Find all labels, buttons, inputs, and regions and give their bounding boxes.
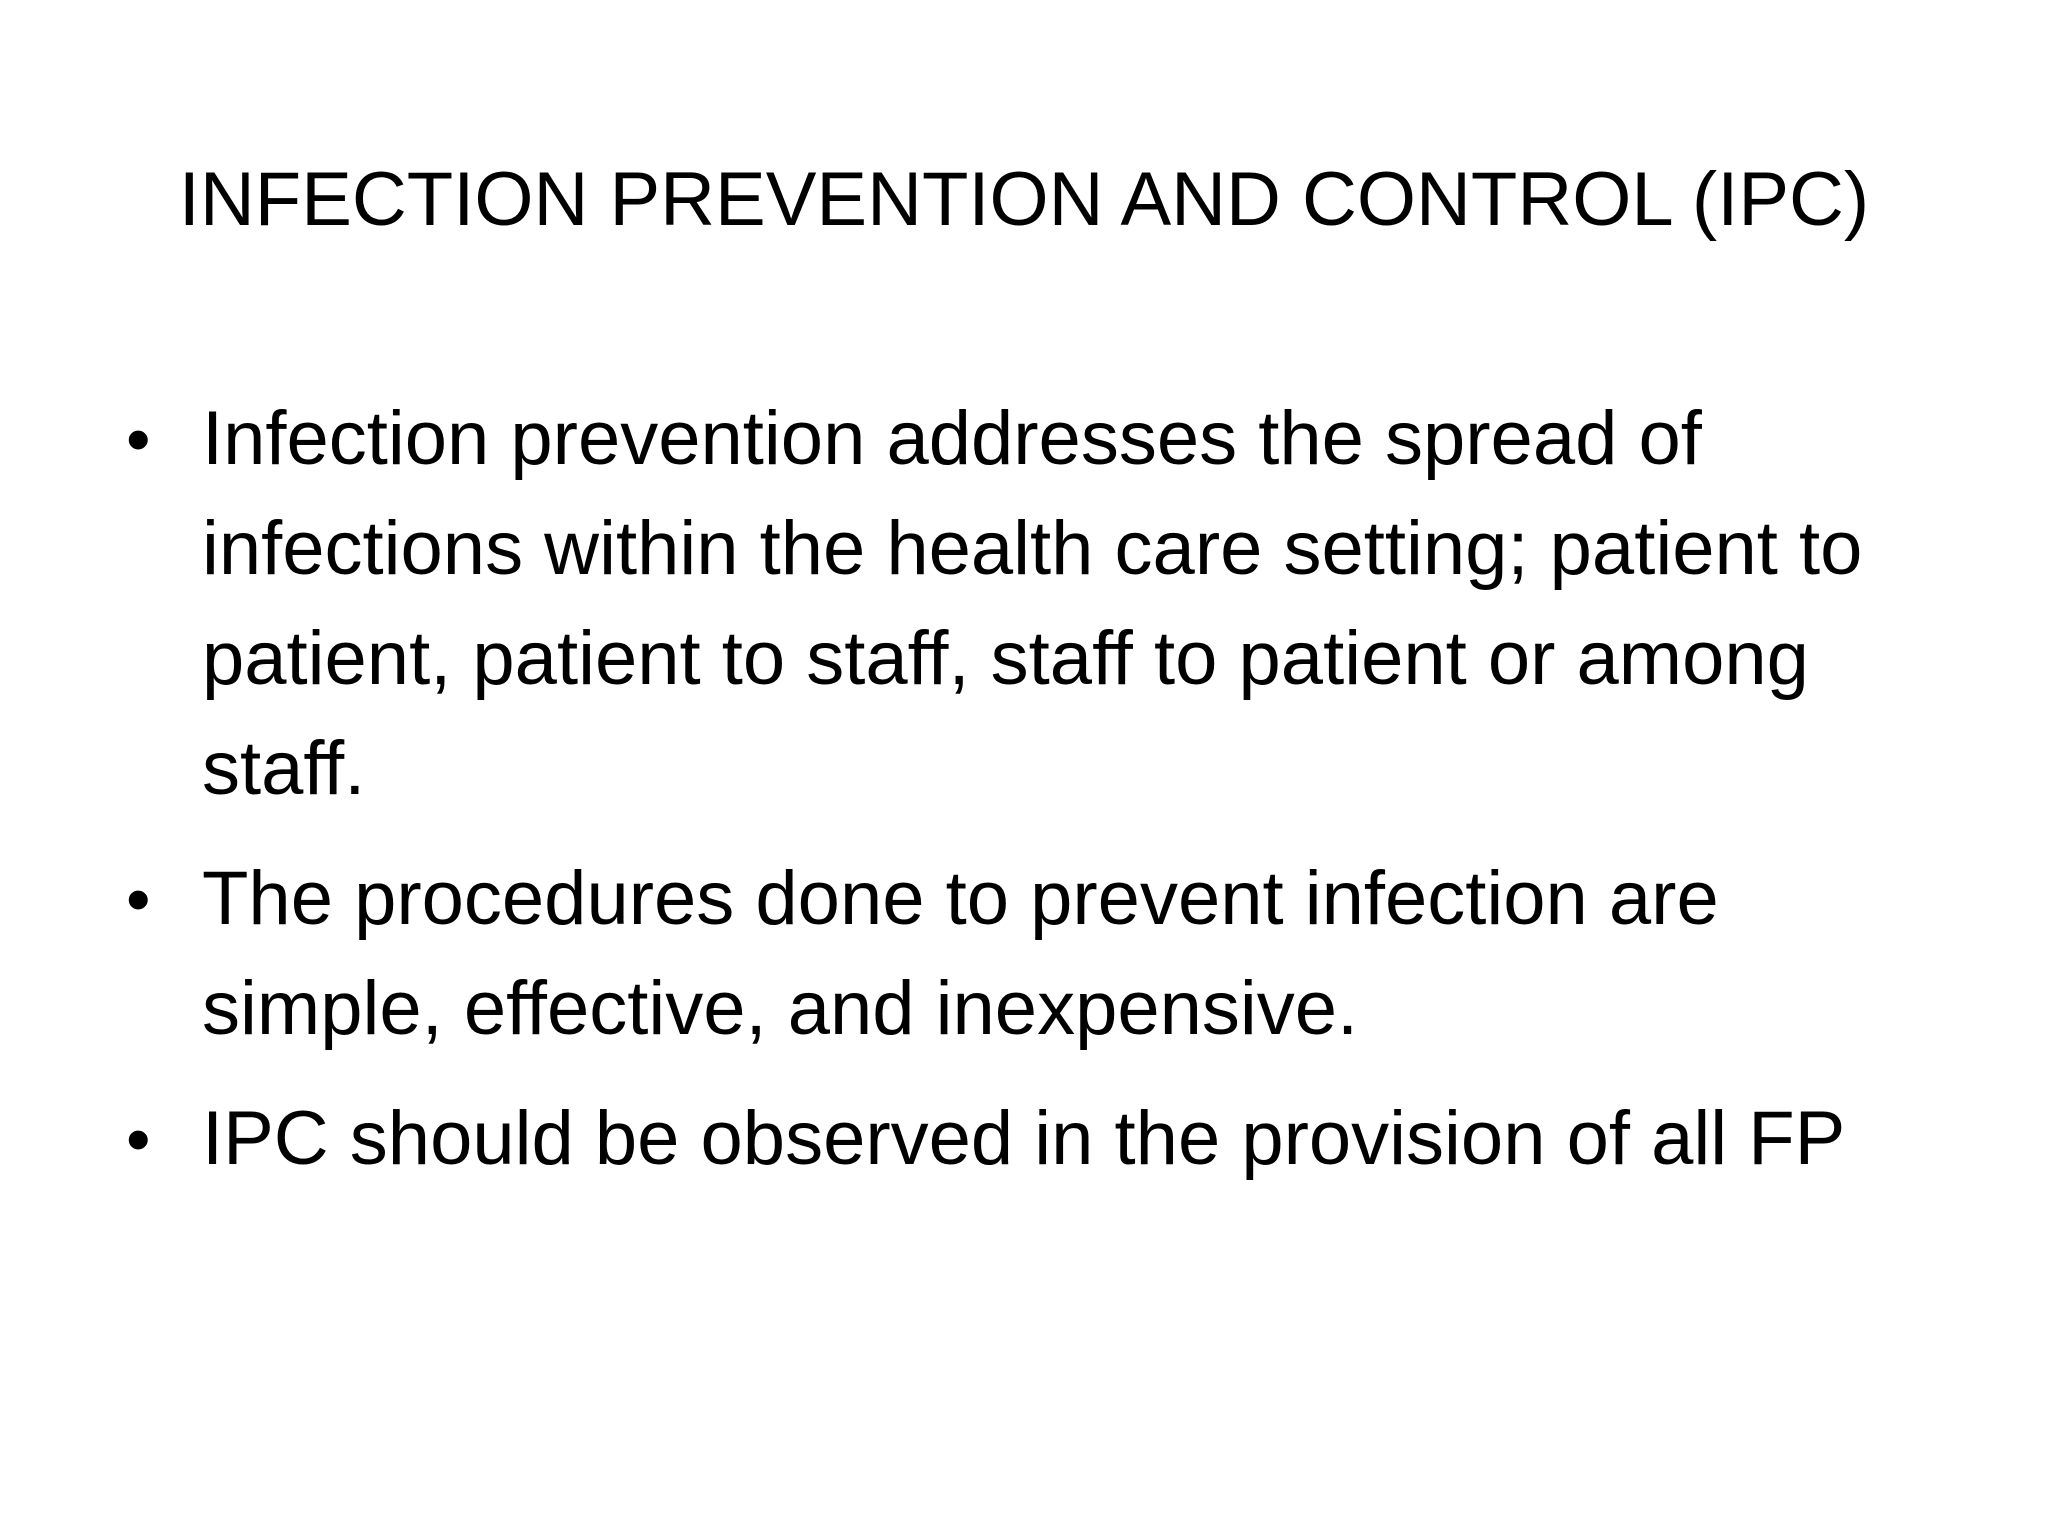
bullet-item [120,384,1950,824]
bullet-text: The procedures done to prevent infection are simple, effective, and inexpensive. [202,856,1719,1051]
bullet-dot-icon: • [126,1100,151,1178]
bullet-item [120,1084,1950,1194]
bullet-item [120,844,1950,1064]
bullet-dot-icon: • [126,400,151,478]
slide-title: INFECTION PREVENTION AND CONTROL (IPC) [178,157,1870,242]
bullet-dot-icon: • [126,860,151,938]
bullet-text: IPC should be observed in the provision of all FP [202,1096,1846,1181]
bullet-list [120,384,1950,1214]
bullet-text: Infection prevention addresses the spread of infections within the health care setting; patient to patient, patient to staff, staff to patient or among staff. [202,396,1863,811]
